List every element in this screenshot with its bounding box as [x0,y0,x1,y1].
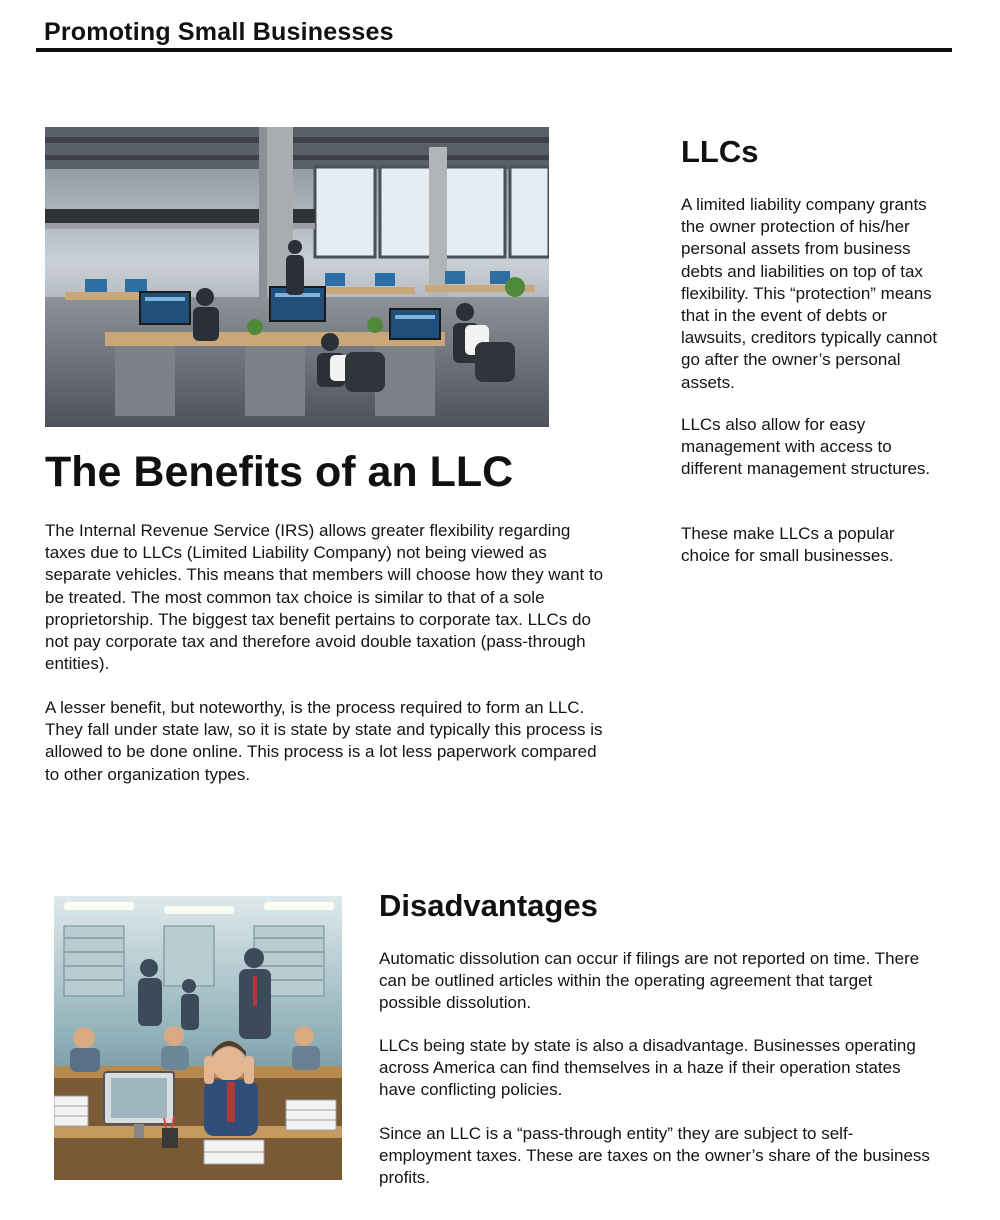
disadvantages-paragraph-state: LLCs being state by state is also a disadvantage. Businesses operating across America can find themselves in a haze if their operation states have conflicting policies. [379,1036,916,1100]
disadvantages-heading: Disadvantages [379,888,598,923]
main-heading: The Benefits of an LLC [45,448,514,496]
office-workspace-image [45,127,549,427]
llcs-paragraph-popular: These make LLCs a popular choice for small businesses. [681,524,895,566]
main-paragraph-tax: The Internal Revenue Service (IRS) allows greater flexibility regarding taxes due to LLCs (Limited Liability Company) not being viewed as separate vehicles. This means that members will choose how they want to be treated. The most common tax choice is similar to that of a sole proprietorship. The biggest tax benefit pertains to corporate tax. LLCs do not pay corporate tax and therefore avoid double taxation (pass-through entities). [45,521,604,674]
header-title: Promoting Small Businesses [44,18,394,46]
stressed-workers-image [54,896,342,1180]
llcs-paragraph-protection: A limited liability company grants the owner protection of his/her personal assets from business debts and liabilities on top of tax flexibility. This “protection” means that in the event of debts or lawsuits, creditors typically cannot go after the owner’s personal assets. [681,195,938,392]
llcs-paragraph-management: LLCs also allow for easy management with access to different management structures. [681,415,931,479]
main-paragraph-formation: A lesser benefit, but noteworthy, is the process required to form an LLC. They fall under state law, so it is state by state and typically this process is allowed to be done online. This process is a lot less paperwork compared to other organization types. [45,698,603,784]
llcs-heading: LLCs [681,134,759,169]
page-header [36,14,952,52]
disadvantages-paragraph-taxes: Since an LLC is a “pass-through entity” they are subject to self-employment taxes. These are taxes on the owner’s share of the business profits. [379,1124,930,1188]
disadvantages-paragraph-dissolution: Automatic dissolution can occur if filings are not reported on time. There can be outlined articles within the operating agreement that target possible dissolution. [379,949,920,1013]
